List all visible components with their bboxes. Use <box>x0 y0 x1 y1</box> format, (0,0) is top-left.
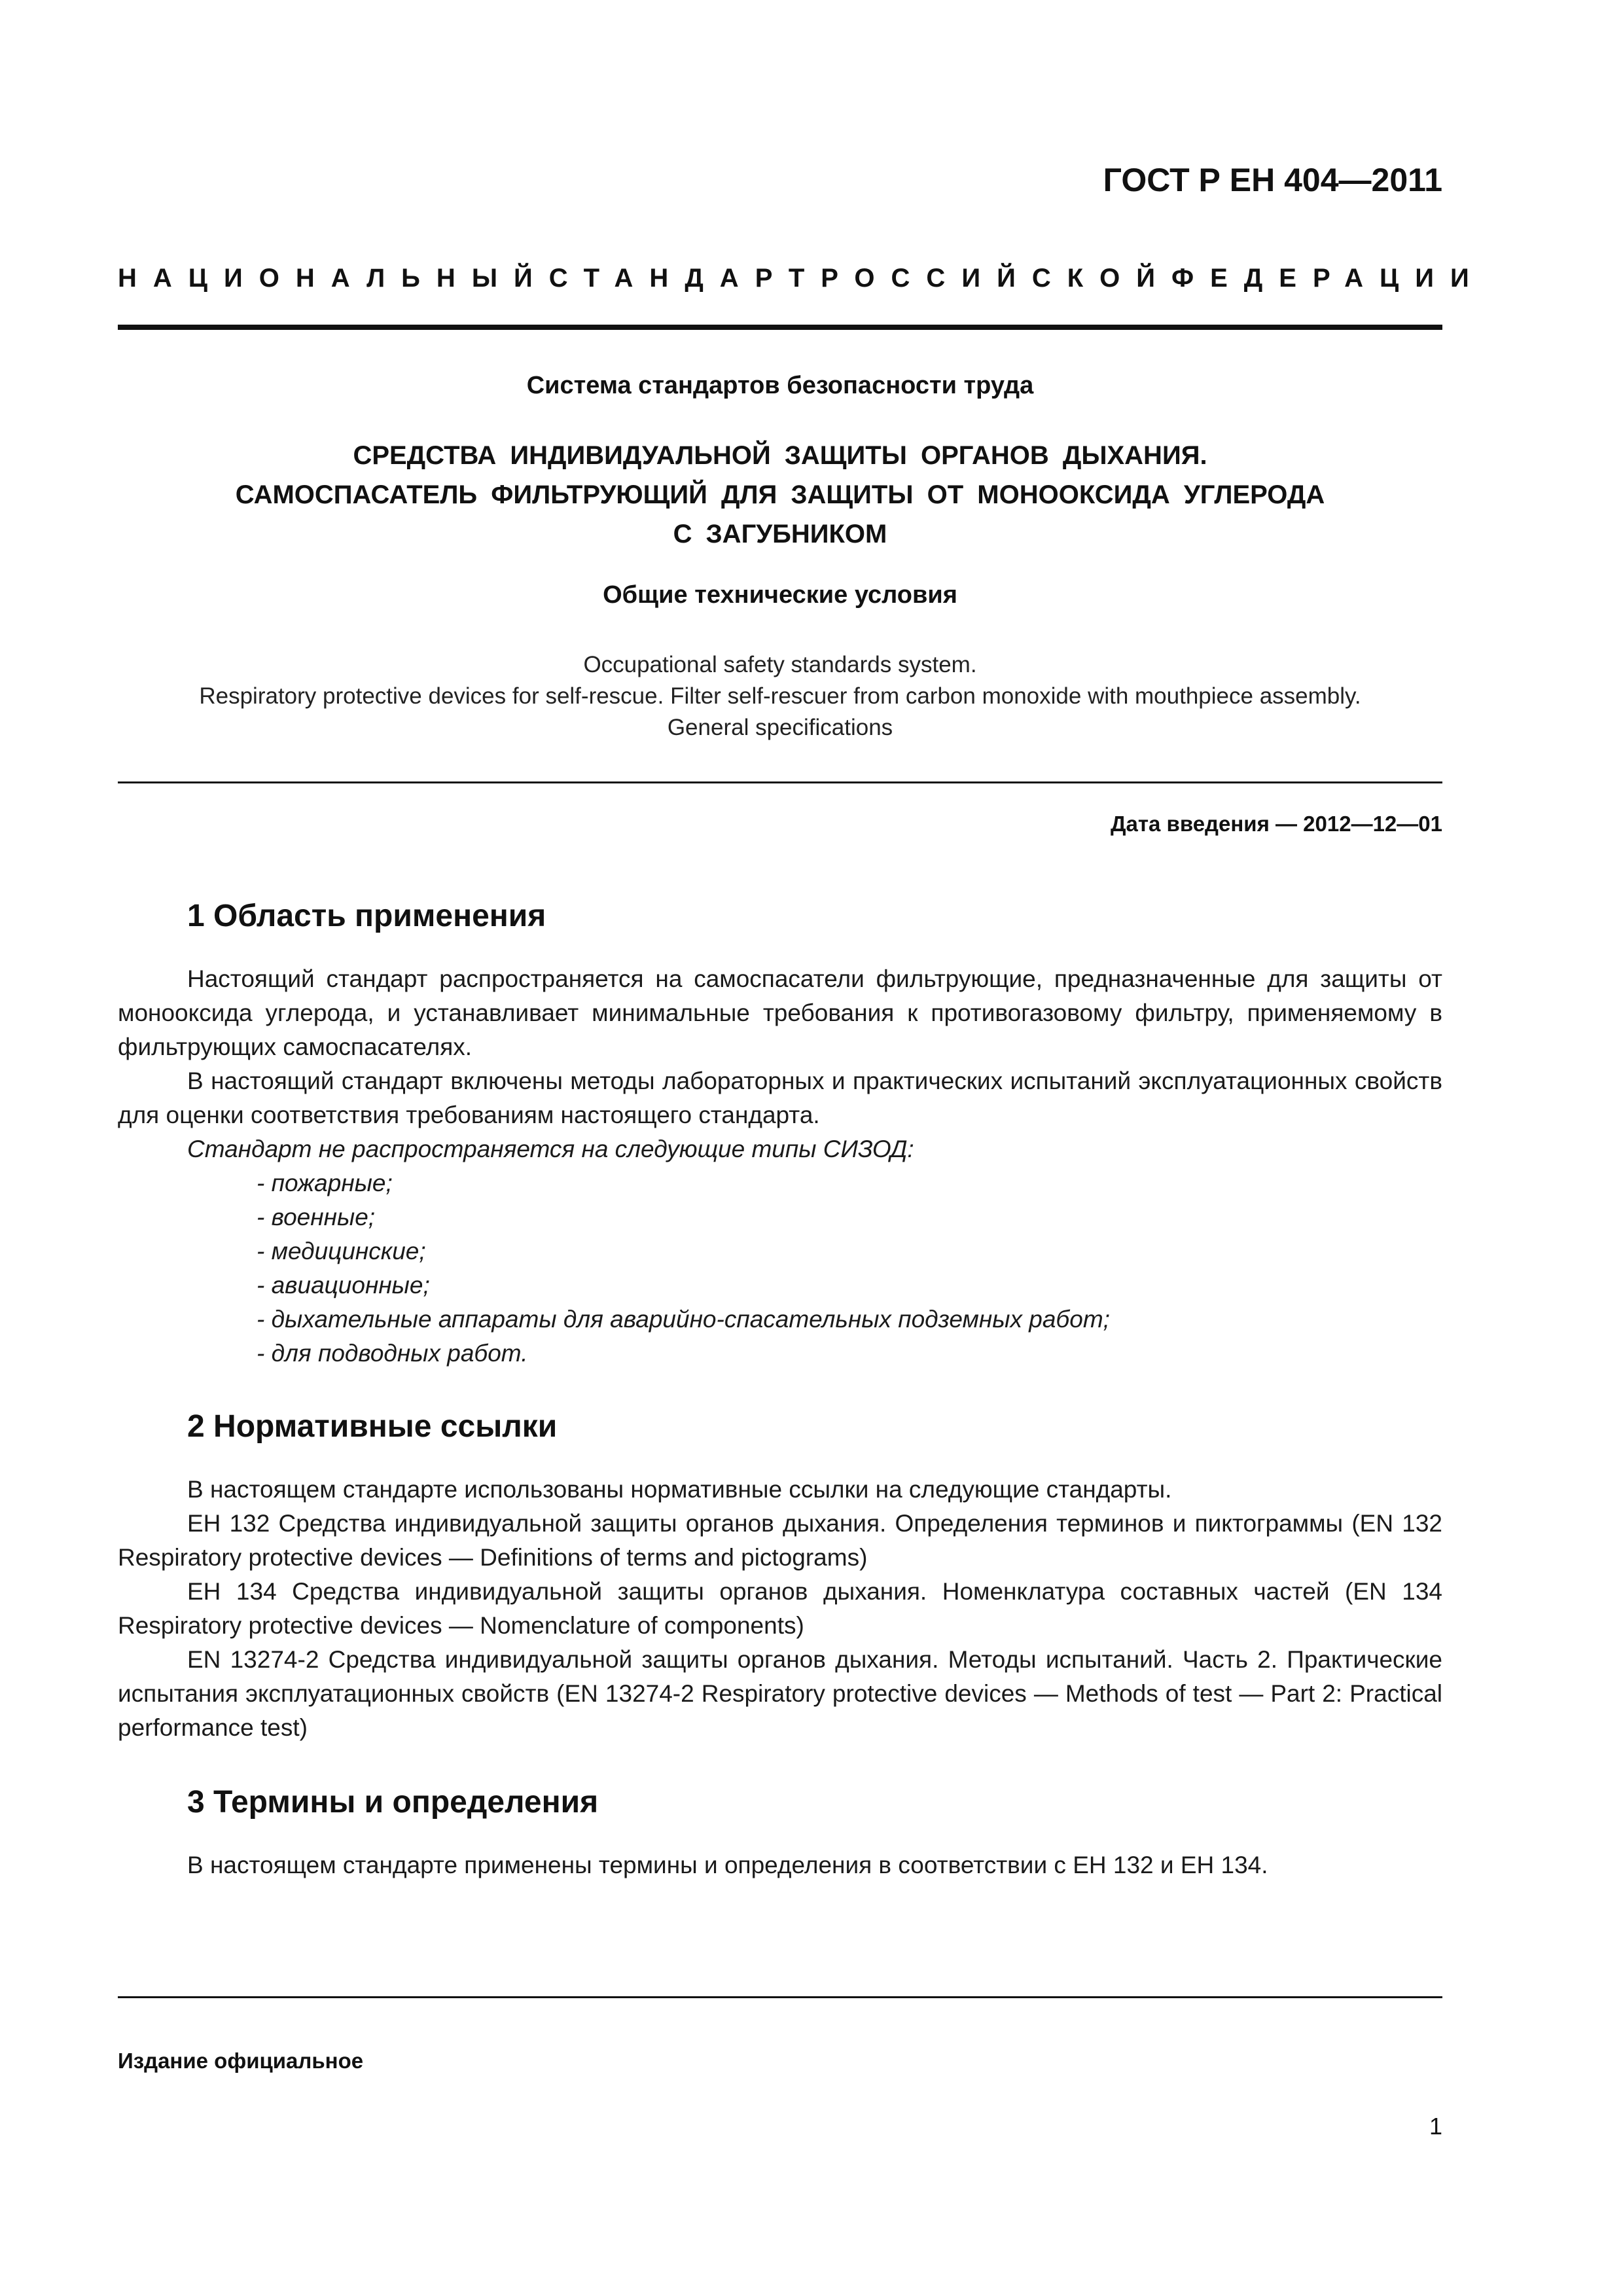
national-standard-banner <box>118 264 1486 293</box>
paragraph: В настоящем стандарте применены термины и определения в соответствии с ЕН 132 и ЕН 134. <box>187 1852 1268 1878</box>
title-line: САМОСПАСАТЕЛЬ ФИЛЬТРУЮЩИЙ ДЛЯ ЗАЩИТЫ ОТ МОНООКСИДА УГЛЕРОДА <box>235 480 1325 509</box>
title-divider <box>118 781 1442 783</box>
header-divider <box>118 325 1442 330</box>
document-subtitle: Общие технические условия <box>603 581 957 609</box>
title-line: С ЗАГУБНИКОМ <box>673 520 887 548</box>
banner-word: ФЕДЕРАЦИИ <box>1171 264 1486 293</box>
paragraph: В настоящий стандарт включены методы лабораторных и практических испытаний эксплуатационных свойств для оценки соответствия требованиям настоящего стандарта. <box>118 1067 1442 1128</box>
title-line: СРЕДСТВА ИНДИВИДУАЛЬНОЙ ЗАЩИТЫ ОРГАНОВ ДЫХАНИЯ. <box>353 441 1207 470</box>
paragraph: ЕН 132 Средства индивидуальной защиты органов дыхания. Определения терминов и пиктограммы (EN 132 Respiratory protective devices — Definitions of terms and pictograms) <box>118 1510 1442 1571</box>
official-edition-label: Издание официальное <box>118 2049 364 2073</box>
list-item: - медицинские; <box>257 1238 426 1265</box>
introduction-date: Дата введения — 2012—12—01 <box>1111 812 1442 836</box>
list-item: - пожарные; <box>257 1170 393 1196</box>
english-title-line: Occupational safety standards system. <box>583 652 977 677</box>
section-1-heading: 1 Область применения <box>187 899 546 933</box>
standards-system: Система стандартов безопасности труда <box>526 372 1034 399</box>
paragraph: Стандарт не распространяется на следующие типы СИЗОД: <box>187 1136 914 1162</box>
gost-code: ГОСТ Р ЕН 404—2011 <box>1103 162 1442 198</box>
english-title-line: General specifications <box>667 715 893 740</box>
list-item: - военные; <box>257 1204 376 1230</box>
paragraph: ЕН 134 Средства индивидуальной защиты органов дыхания. Номенклатура составных частей (EN 134 Respiratory protective devices — Nomenclature of components) <box>118 1578 1442 1639</box>
section-3-body <box>118 1848 1442 1882</box>
banner-word: СТАНДАРТ <box>548 264 821 293</box>
banner-word: НАЦИОНАЛЬНЫЙ <box>118 264 549 293</box>
section-2-heading: 2 Нормативные ссылки <box>187 1409 558 1444</box>
banner-word: РОССИЙСКОЙ <box>821 264 1171 293</box>
paragraph: Настоящий стандарт распространяется на самоспасатели фильтрующие, предназначенные для защиты от монооксида углерода, и устанавливает минимальные требования к противогазовому фильтру, применяемому в фильтрующих самоспасателях. <box>118 965 1442 1060</box>
list-item: - дыхательные аппараты для аварийно-спасательных подземных работ; <box>257 1306 1110 1333</box>
section-2-body <box>118 1473 1442 1745</box>
list-item: - для подводных работ. <box>257 1340 528 1367</box>
paragraph: EN 13274-2 Средства индивидуальной защиты органов дыхания. Методы испытаний. Часть 2. Практические испытания эксплуатационных свойств (EN 13274-2 Respiratory protective devices — Methods of test — Part 2: Practical performance test) <box>118 1646 1442 1741</box>
english-title <box>118 649 1442 744</box>
section-1-body <box>118 962 1442 1371</box>
page-number: 1 <box>1429 2113 1442 2140</box>
english-title-line: Respiratory protective devices for self-rescue. Filter self-rescuer from carbon monoxide with mouthpiece assembly. <box>199 683 1361 709</box>
section-3-heading: 3 Термины и определения <box>187 1785 599 1820</box>
footer-divider <box>118 1996 1442 1998</box>
list-item: - авиационные; <box>257 1272 430 1299</box>
document-title <box>118 436 1442 554</box>
paragraph: В настоящем стандарте использованы нормативные ссылки на следующие стандарты. <box>187 1476 1172 1503</box>
